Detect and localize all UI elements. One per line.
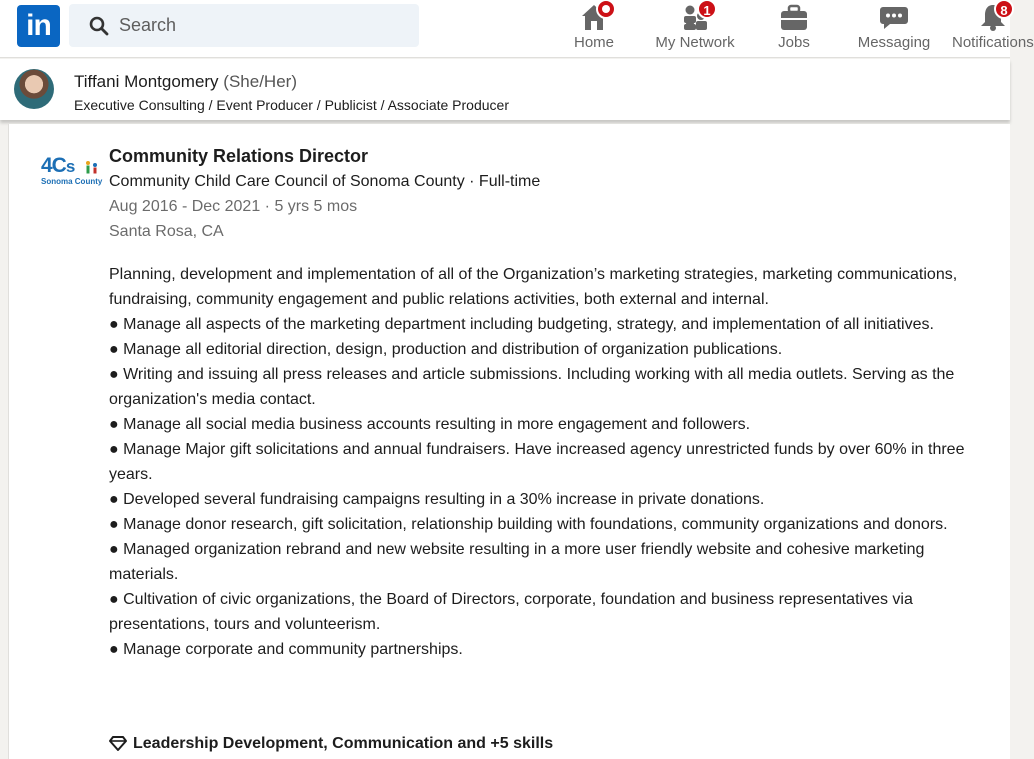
description-line: ● Manage all social media business accounts resulting in more engagement and followers. xyxy=(109,416,751,433)
nav-notifications[interactable] xyxy=(950,0,1034,58)
description-line: Planning, development and implementation of all of the Organization’s marketing strategies, marketing communications, fundraising, community engagement and public relations activities, both external and internal. xyxy=(109,266,958,308)
description-line: ● Writing and issuing all press releases and article submissions. Including working with all media outlets. Serving as the organization's media contact. xyxy=(109,366,955,408)
company-logo-mark: 4Cs xyxy=(41,154,75,177)
avatar[interactable] xyxy=(14,69,54,109)
nav-jobs[interactable] xyxy=(762,0,826,58)
nav-notifications-label: Notifications xyxy=(952,34,1034,51)
description-line: ● Cultivation of civic organizations, the Board of Directors, corporate, foundation and business representatives via presentations, tours and volunteerism. xyxy=(109,591,913,633)
company-logo-subtitle: Sonoma County xyxy=(41,177,103,186)
profile-pronouns: (She/Her) xyxy=(223,72,297,91)
notifications-badge: 8 xyxy=(994,0,1014,19)
description-line: ● Manage Major gift solicitations and annual fundraisers. Have increased agency unrestricted funds by over 60% in three years. xyxy=(109,441,965,483)
job-description xyxy=(109,262,989,662)
nav-jobs-label: Jobs xyxy=(778,34,810,51)
description-line: ● Managed organization rebrand and new website resulting in a more user friendly website and cohesive marketing materials. xyxy=(109,541,925,583)
nav-my-network[interactable] xyxy=(648,0,742,58)
experience-card xyxy=(8,124,1010,759)
search-input[interactable] xyxy=(119,4,409,47)
briefcase-icon xyxy=(778,2,810,32)
profile-name-line xyxy=(74,72,297,92)
search-box[interactable] xyxy=(69,4,419,47)
company-name[interactable]: Community Child Care Council of Sonoma County · Full-time xyxy=(109,173,541,190)
profile-name: Tiffani Montgomery xyxy=(74,72,219,91)
job-location: Santa Rosa, CA xyxy=(109,223,224,240)
top-nav xyxy=(0,0,1034,58)
skills-link[interactable] xyxy=(109,735,553,753)
nav-my-network-label: My Network xyxy=(655,34,735,51)
job-title: Community Relations Director xyxy=(109,146,369,166)
description-line: ● Manage all aspects of the marketing department including budgeting, strategy, and implementation of all initiatives. xyxy=(109,316,934,333)
search-icon xyxy=(89,16,109,36)
skills-label: Leadership Development, Communication and +5 skills xyxy=(133,735,554,752)
home-notification-dot xyxy=(596,0,616,19)
description-line: ● Manage donor research, gift solicitation, relationship building with foundations, community organizations and donors. xyxy=(109,516,948,533)
profile-header xyxy=(0,59,1010,120)
nav-home-label: Home xyxy=(573,34,614,51)
employment-dates: Aug 2016 - Dec 2021 · 5 yrs 5 mos xyxy=(109,198,358,215)
description-line: ● Manage all editorial direction, design, production and distribution of organization publications. xyxy=(109,341,783,358)
company-logo[interactable] xyxy=(41,154,103,190)
my-network-badge: 1 xyxy=(697,0,717,19)
nav-messaging-label: Messaging xyxy=(857,34,931,51)
nav-home[interactable] xyxy=(562,0,626,58)
profile-headline: Executive Consulting / Event Producer / Publicist / Associate Producer xyxy=(74,97,509,113)
nav-messaging[interactable] xyxy=(854,0,934,58)
diamond-icon xyxy=(109,735,127,751)
linkedin-logo-icon[interactable]: in xyxy=(17,5,60,47)
messaging-icon xyxy=(878,2,910,32)
description-line: ● Developed several fundraising campaigns resulting in a 30% increase in private donations. xyxy=(109,491,765,508)
children-figures-icon xyxy=(84,160,100,176)
description-line: ● Manage corporate and community partnerships. xyxy=(109,641,463,658)
